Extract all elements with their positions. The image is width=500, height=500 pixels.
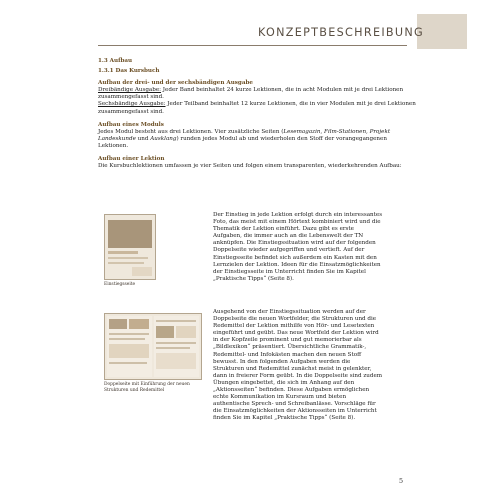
doppelseite-thumbnail: [104, 313, 202, 380]
thumbnail-photo: [129, 319, 149, 329]
thumbnail-box: [132, 267, 152, 276]
modul-heading: Aufbau eines Moduls: [98, 121, 164, 128]
modul-text-b: und: [135, 135, 151, 142]
thumbnail-text-block: [109, 333, 149, 335]
drei-label: Dreibändige Ausgabe:: [98, 87, 162, 94]
modul-italic2: Ausklang: [150, 135, 177, 142]
modul-italic: Lesemagazin, Film-Stationen, Projekt Landeskunde: [98, 128, 391, 142]
thumbnail-photo: [108, 220, 152, 248]
paragraph-einstieg: Der Einstieg in jede Lektion erfolgt durch ein interessantes Foto, das meist mit einem Hörtext kombiniert wird und die Thematik der Lektion einführt. Dazu gibt es erste Aufgaben, die immer auch an die Lebenswelt der TN anknüpfen. Die Einstiegssituation wird auf der folgenden Doppelseite wieder aufgegriffen und vertieft. Auf der Einstiegsseite befindet sich außerdem ein Kasten mit den Lernzielen der Lektion. Ideen für die Einsatzmöglichkeiten der Einstiegsseite im Unterricht finden Sie im Kapitel „Praktische Tipps“ (Seite 8).: [213, 212, 383, 282]
thumbnail-text-block: [109, 338, 145, 340]
caption-doppelseite: Doppelseite mit Einführung der neuen Strukturen und Redemittel: [104, 382, 190, 393]
header-divider: [98, 45, 407, 46]
thumbnail-box: [176, 326, 196, 338]
sechs-paragraph: [98, 101, 416, 115]
modul-text-a: Jedes Modul besteht aus drei Lektionen. Vier zusätzliche Seiten (: [98, 128, 284, 135]
page-header-title: KONZEPTBESCHREIBUNG: [258, 26, 425, 39]
modul-paragraph: [98, 129, 416, 150]
ausgabe-heading: Aufbau der drei- und der sechsbändigen Ausgabe: [98, 80, 253, 87]
sechs-label: Sechsbändige Ausgabe:: [98, 101, 166, 108]
page-number: 5: [399, 477, 404, 485]
section-title: 1.3 Aufbau: [98, 58, 133, 64]
caption-einstiegsseite: Einstiegsseite: [104, 282, 136, 287]
drei-paragraph: [98, 87, 416, 101]
paragraph-doppelseite: Ausgehend von der Einstiegssituation werden auf der Doppelseite die neuen Wortfelder, die Strukturen und die Redemittel der Lektion mithilfe von Hör- und Lesetexten eingeführt und geübt. Das neue Wortfeld der Lektion wird in der Kopfzeile prominent und gut memorierbar als „Bildlexikon“ präsentiert. Übersichtliche Grammatik-, Redemittel- und Infokästen machen den neuen Stoff bewusst. In den folgenden Aufgaben werden die Strukturen und Redemittel zunächst meist in gelenkter, dann in freierer Form geübt. In die Doppelseite sind zudem Übungen eingebettet, die sich im Anhang auf den „Aktionsseiten“ befinden. Diese Aufgaben ermöglichen echte Kommunikation im Kursraum und bieten authentische Sprech- und Schreibanlässe. Vorschläge für die Einsatzmöglichkeiten der Aktionsseiten im Unterricht finden Sie im Kapitel „Praktische Tipps“ (Seite 8).: [213, 309, 383, 422]
sechs-text: Jeder Teilband beinhaltet 12 kurze Lektionen, die in vier Modulen mit je drei Lektionen zusammengefasst sind.: [98, 101, 416, 115]
lektion-heading: Aufbau einer Lektion: [98, 156, 165, 163]
header-color-box: [417, 14, 467, 49]
thumbnail-text-block: [108, 257, 148, 259]
thumbnail-text-block: [156, 320, 196, 322]
main-content: [98, 58, 416, 170]
thumbnail-text-block: [109, 362, 147, 364]
lektion-paragraph: Die Kursbuchlektionen umfassen je vier Seiten und folgen einem transparenten, wiederkehrenden Aufbau:: [98, 163, 402, 170]
thumbnail-text-block: [156, 342, 196, 344]
thumbnail-box: [156, 353, 196, 369]
thumbnail-photo: [109, 319, 127, 329]
thumbnail-text-block: [156, 347, 190, 349]
thumbnail-box: [109, 344, 149, 358]
thumbnail-text-block: [108, 251, 138, 254]
modul-text-c: ) runden jedes Modul ab und wiederholen den Stoff der vorangegangenen Lektionen.: [98, 135, 387, 149]
einstiegsseite-thumbnail: [104, 214, 156, 280]
thumbnail-photo: [156, 326, 174, 338]
thumbnail-text-block: [108, 262, 144, 264]
drei-text: Jeder Band beinhaltet 24 kurze Lektionen, die in acht Modulen mit je drei Lektionen zusammengefasst sind.: [98, 87, 404, 101]
subsection-title: 1.3.1 Das Kursbuch: [98, 68, 160, 75]
